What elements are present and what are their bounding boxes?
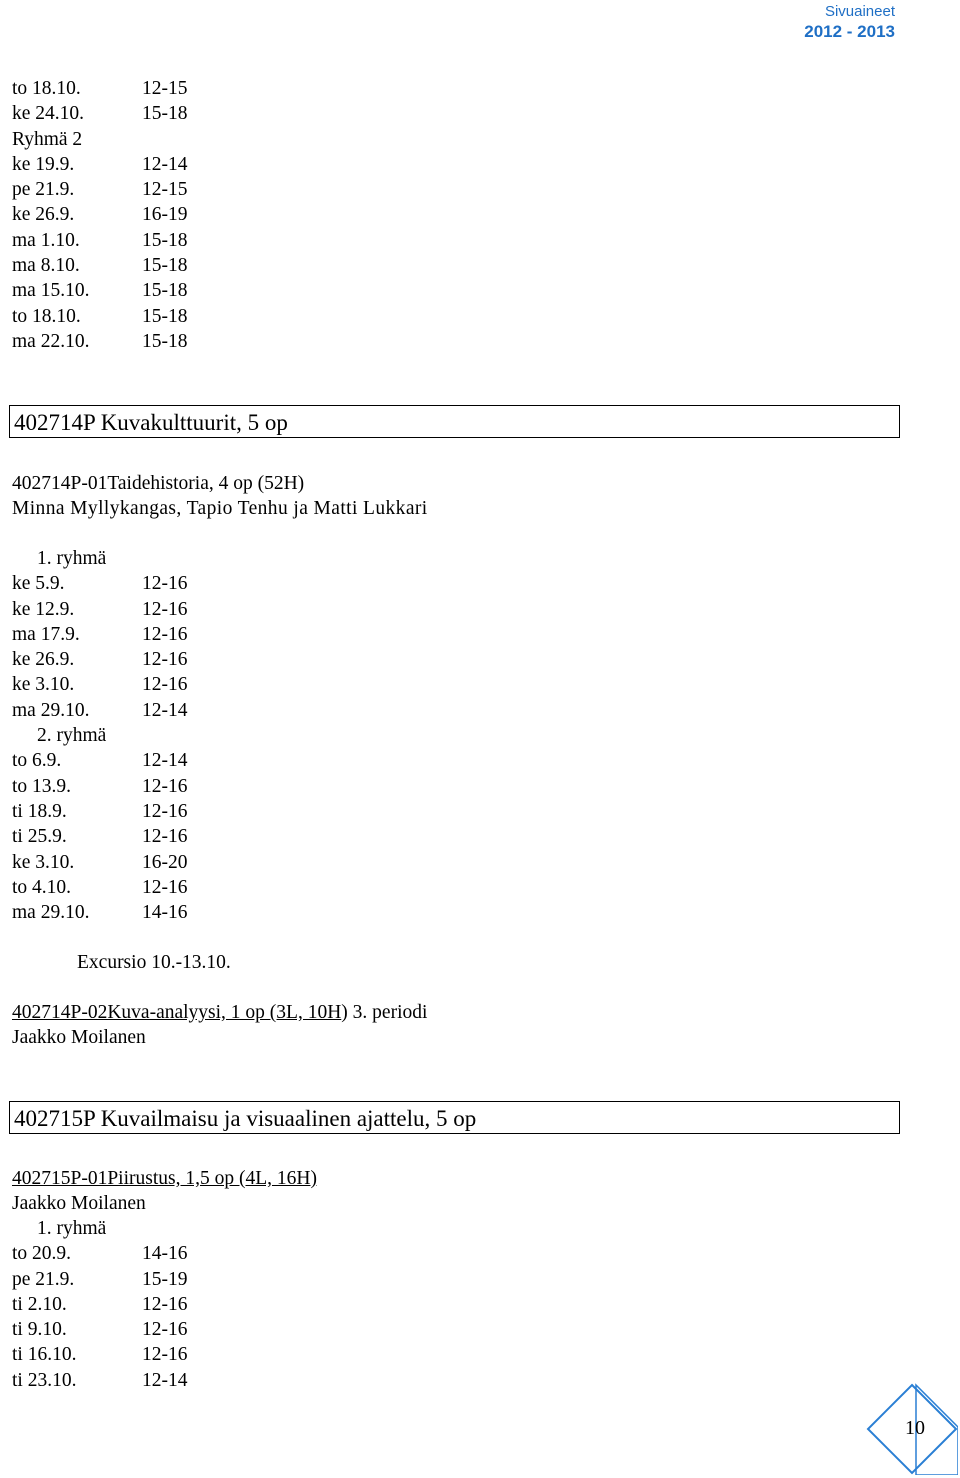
schedule-day: ti 23.10.	[12, 1369, 77, 1391]
schedule-row	[12, 647, 912, 672]
group-label: 1. ryhmä	[37, 1218, 107, 1239]
schedule-day: ma 17.9.	[12, 623, 80, 645]
schedule-time: 12-16	[142, 775, 188, 797]
schedule-time: 15-18	[142, 229, 188, 251]
schedule-row	[12, 177, 912, 202]
schedule-time: 16-19	[142, 204, 188, 226]
schedule-row	[12, 76, 912, 101]
schedule-day: to 13.9.	[12, 775, 72, 797]
schedule-time: 12-16	[142, 649, 188, 671]
schedule-day: ma 29.10.	[12, 902, 90, 924]
schedule-row	[12, 1368, 912, 1393]
header-section: Sivuaineet	[824, 3, 895, 20]
schedule-time: 12-16	[142, 598, 188, 620]
page-number: 10	[905, 1417, 925, 1439]
schedule-day: to 6.9.	[12, 750, 62, 772]
course-title-box: 402715P Kuvailmaisu ja visuaalinen ajattelu, 5 op	[9, 1101, 900, 1134]
schedule-time: 12-16	[142, 573, 188, 595]
subcourse-title: 402715P-01Piirustus, 1,5 op (4L, 16H)	[12, 1168, 317, 1189]
schedule-row	[12, 1317, 912, 1342]
course2-group1	[12, 1216, 912, 1393]
schedule-day: ke 3.10.	[12, 851, 75, 873]
schedule-row	[12, 748, 912, 773]
schedule-row	[12, 1342, 912, 1367]
course1-sub2	[12, 1000, 912, 1051]
schedule-day: to 20.9.	[12, 1243, 72, 1265]
schedule-day: ti 2.10.	[12, 1293, 67, 1315]
schedule-time: 12-14	[142, 1369, 188, 1391]
schedule-row	[12, 1292, 912, 1317]
schedule-row	[12, 228, 912, 253]
schedule-time: 12-15	[142, 78, 188, 99]
schedule-day: ti 16.10.	[12, 1344, 77, 1366]
schedule-day: ma 22.10.	[12, 330, 90, 352]
schedule-row	[12, 101, 912, 126]
schedule-day: pe 21.9.	[12, 179, 75, 201]
subcourse-title	[12, 1000, 912, 1025]
schedule-row	[12, 597, 912, 622]
schedule-day: to 18.10.	[12, 305, 81, 327]
schedule-day: to 18.10.	[12, 78, 81, 99]
schedule-time: 14-16	[142, 902, 188, 924]
course-title-box: 402714P Kuvakulttuurit, 5 op	[9, 405, 900, 438]
schedule-day: ma 29.10.	[12, 699, 90, 721]
schedule-day: ma 8.10.	[12, 255, 80, 277]
schedule-time: 12-14	[142, 750, 188, 772]
schedule-day: pe 21.9.	[12, 1268, 75, 1290]
schedule-day: ke 26.9.	[12, 204, 75, 226]
schedule-day: ti 18.9.	[12, 800, 67, 822]
schedule-row	[12, 900, 912, 925]
schedule-row	[12, 329, 912, 354]
schedule-time: 15-18	[142, 330, 188, 352]
schedule-row	[12, 850, 912, 875]
excursion	[12, 950, 912, 975]
schedule-time: 12-16	[142, 1293, 188, 1315]
schedule-time: 14-16	[142, 1243, 188, 1265]
teacher: Jaakko Moilanen	[12, 1027, 146, 1049]
group-label: 2. ryhmä	[37, 725, 107, 747]
schedule-day: to 4.10.	[12, 876, 72, 898]
schedule-time: 12-14	[142, 153, 188, 175]
teacher: Jaakko Moilanen	[12, 1193, 146, 1215]
schedule-row	[12, 622, 912, 647]
schedule-day: ke 19.9.	[12, 153, 75, 175]
schedule-time: 12-16	[142, 800, 188, 822]
schedule-row	[12, 1267, 912, 1292]
schedule-time: 12-16	[142, 826, 188, 848]
schedule-row	[12, 278, 912, 303]
schedule-day: ke 5.9.	[12, 573, 65, 595]
schedule-time: 12-16	[142, 623, 188, 645]
schedule-day: ke 3.10.	[12, 674, 75, 696]
schedule-time: 12-14	[142, 699, 188, 721]
schedule-time: 15-18	[142, 280, 188, 302]
course1-group1	[12, 546, 912, 925]
subcourse-title-period: ) 3. periodi	[341, 1002, 428, 1023]
schedule-time: 15-18	[142, 255, 188, 277]
schedule-time: 12-15	[142, 179, 188, 201]
schedule-row	[12, 571, 912, 596]
schedule-day: ma 1.10.	[12, 229, 80, 251]
schedule-time: 15-19	[142, 1268, 188, 1290]
schedule-time: 12-16	[142, 1319, 188, 1341]
schedule-time: 12-16	[142, 1344, 188, 1366]
schedule-time: 16-20	[142, 851, 188, 873]
schedule-row	[12, 672, 912, 697]
schedule-row	[12, 824, 912, 849]
schedule-time: 15-18	[142, 305, 188, 327]
schedule-day: ke 26.9.	[12, 649, 75, 671]
schedule-row	[12, 698, 912, 723]
course1-sub1	[12, 471, 912, 522]
schedule-row	[12, 875, 912, 900]
schedule-row	[12, 774, 912, 799]
schedule-day: ma 15.10.	[12, 280, 90, 302]
schedule-row	[12, 253, 912, 278]
schedule-row	[12, 152, 912, 177]
schedule-day: ke 12.9.	[12, 598, 75, 620]
group-label: Ryhmä 2	[12, 128, 83, 150]
schedule-row	[12, 799, 912, 824]
schedule-top	[12, 76, 912, 354]
schedule-time: 12-16	[142, 674, 188, 696]
schedule-day: ti 9.10.	[12, 1319, 67, 1341]
course2-sub1	[12, 1166, 912, 1217]
schedule-time: 15-18	[142, 103, 188, 125]
excursion-text: Excursio 10.-13.10.	[77, 952, 231, 973]
header-year: 2012 - 2013	[804, 22, 895, 41]
schedule-day: ke 24.10.	[12, 103, 85, 125]
schedule-time: 12-16	[142, 876, 188, 898]
schedule-row	[12, 1241, 912, 1266]
subcourse-title: 402714P-01Taidehistoria, 4 op (52H)	[12, 473, 305, 494]
subcourse-title-main: 402714P-02Kuva-analyysi, 1 op (3L, 10H	[12, 1002, 342, 1023]
teachers: Minna Myllykangas, Tapio Tenhu ja Matti Lukkari	[12, 498, 428, 520]
page-header	[804, 2, 895, 42]
schedule-row	[12, 202, 912, 227]
group-label: 1. ryhmä	[37, 548, 107, 569]
schedule-row	[12, 304, 912, 329]
schedule-day: ti 25.9.	[12, 826, 67, 848]
